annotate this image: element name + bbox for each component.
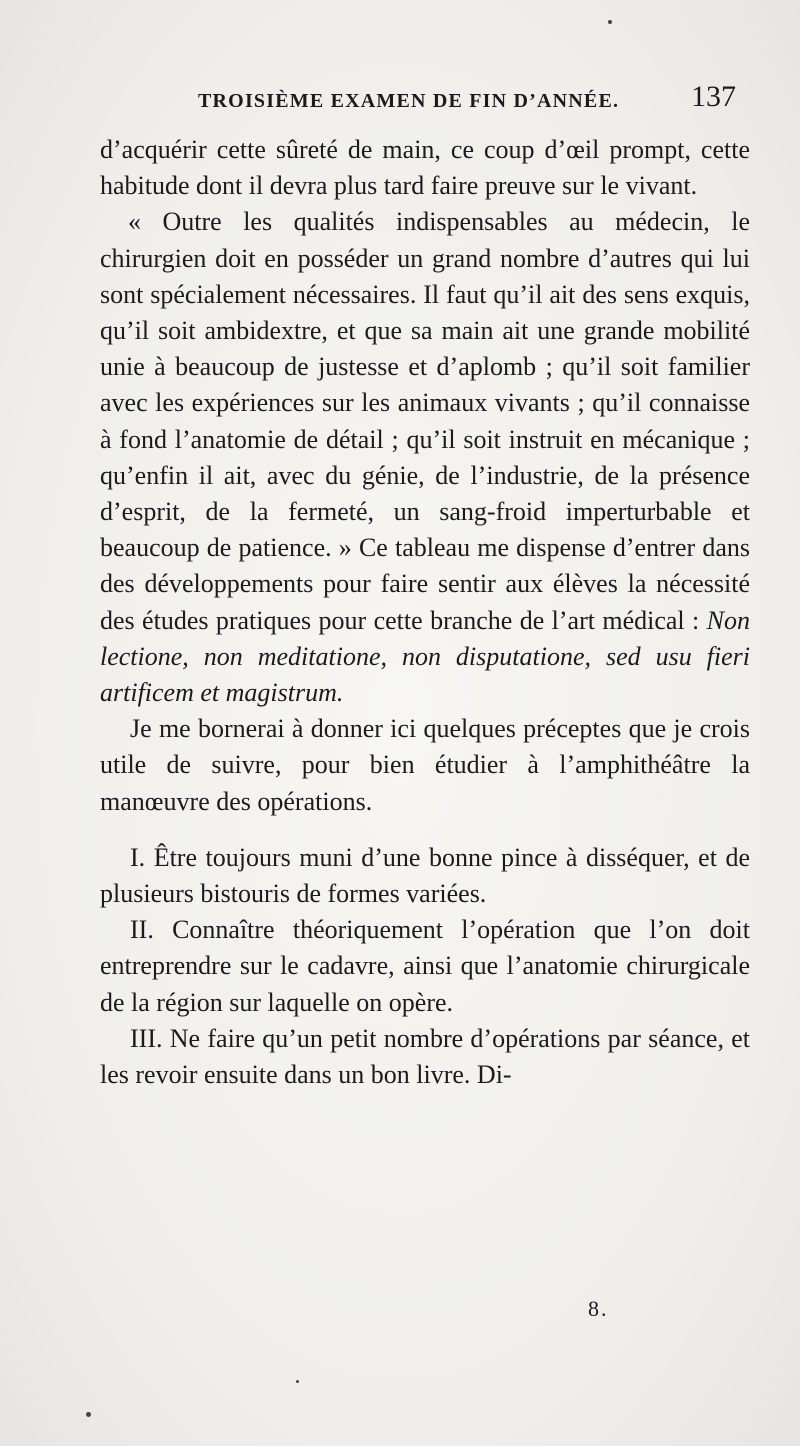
signature-mark: 8. [588,1296,609,1321]
latin-maxim: Non lectione, non meditatione, non disputatione, sed usu fieri artificem et magistrum. [100,605,750,708]
page-number: 137 [691,80,736,113]
body-text [100,132,750,1093]
precept-item-2: II. Connaître théoriquement l’opération que l’on doit entreprendre sur le cadavre, ainsi que l’anatomie chirurgicale de la région sur laquelle on opère. [100,915,750,1017]
page-header [100,80,740,124]
ink-speck [86,1412,91,1417]
running-title: TROISIÈME EXAMEN DE FIN D’ANNÉE. [198,90,620,112]
paragraph-3: Je me bornerai à donner ici quelques préceptes que je crois utile de suivre, pour bien étudier à l’amphithéâtre la manœuvre des opérations. [100,714,750,816]
ink-speck [608,20,612,24]
precept-item-1: I. Être toujours muni d’une bonne pince à disséquer, et de plusieurs bistouris de formes variées. [100,842,750,909]
quotation-text: « Outre les qualités indispensables au médecin, le chirurgien doit en posséder un grand nombre d’autres qui lui sont spécialement nécessaires. Il faut qu’il ait des sens exquis, qu’il soit ambidextre, et que sa main ait une grande mobilité unie à beaucoup de justesse et d’aplomb ; qu’il soit familier avec les expériences sur les animaux vivants ; qu’il connaisse à fond l’anatomie de détail ; qu’il soit instruit en mécanique ; qu’enfin il ait, avec du génie, de l’industrie, de la présence d’esprit, de la fermeté, un sang-froid imperturbable et beaucoup de patience. » Ce tableau me dispense d’entrer dans des développements pour faire sentir aux élèves la nécessité des études pratiques pour cette branche de l’art médical : [100,207,750,635]
ink-speck [296,1380,299,1383]
paragraph-1: d’acquérir cette sûreté de main, ce coup d’œil prompt, cette habitude dont il devra plus tard faire preuve sur le vivant. [100,135,750,201]
paragraph-2 [100,204,750,711]
precept-item-3: III. Ne faire qu’un petit nombre d’opérations par séance, et les revoir ensuite dans un bon livre. Di- [100,1023,750,1090]
